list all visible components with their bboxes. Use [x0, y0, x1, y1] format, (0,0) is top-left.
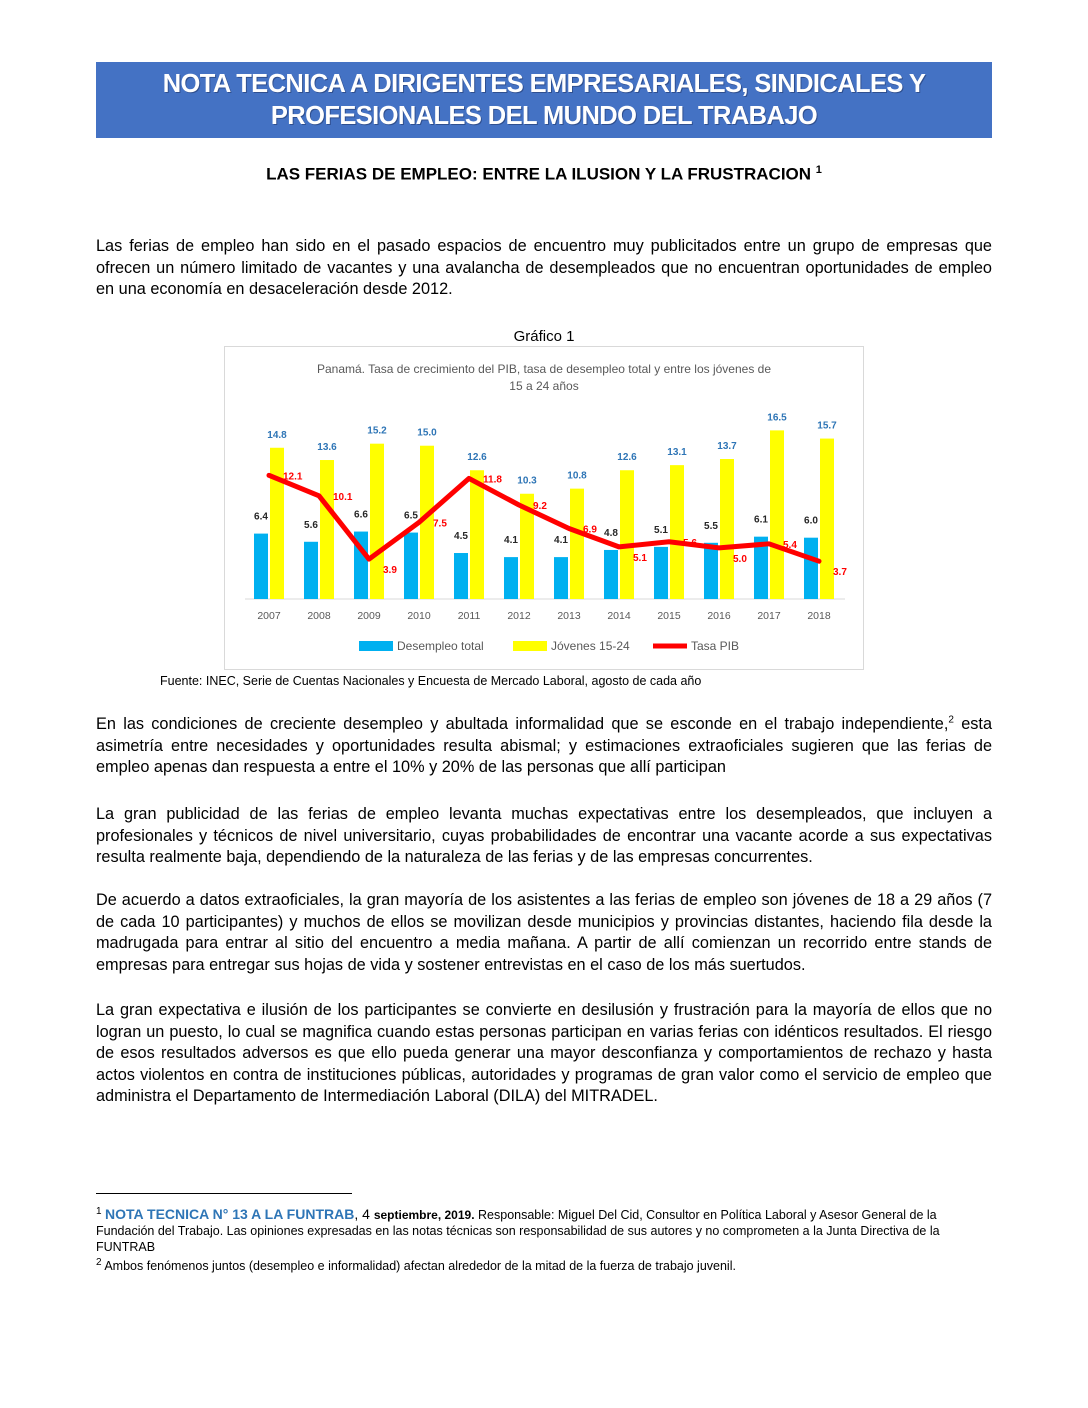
intro-paragraph: Las ferias de empleo han sido en el pasado espacios de encuentro muy publicitados entre un grupo de empresas que ofrecen un número limitado de vacantes y una avalancha de desempleados que no encuentran oportunidades de empleo en una economía en desaceleración desde 2012.	[96, 237, 992, 298]
label-pib-2011: 11.8	[483, 474, 502, 486]
label-desempleo-2018: 6.0	[804, 515, 818, 527]
footnote-2	[96, 1255, 992, 1274]
bar-desempleo-2014	[604, 550, 618, 599]
footnotes	[96, 1204, 992, 1274]
chart-title-line-2: 15 a 24 años	[509, 379, 579, 393]
label-desempleo-2007: 6.4	[254, 511, 268, 523]
legend-label-pib: Tasa PIB	[691, 639, 740, 653]
label-jovenes-2018: 15.7	[817, 420, 837, 432]
label-desempleo-2017: 6.1	[754, 514, 768, 526]
paragraph-4: La gran expectativa e ilusión de los participantes se convierte en desilusión y frustración para la mayoría de ellos que no logran un puesto, lo cual se magnifica cuando estas personas participan en varias ferias con idénticos resultados. El riesgo de esos resultados adversos es que ello pueda generar una mayor desconfianza y comportamientos de rechazo y hasta actos violentos en contra de instituciones públicas, autoridades y programas de gran valor como el servicio de empleo que administra el Departamento de Intermediación Laboral (DILA) del MITRADEL.	[96, 1001, 992, 1105]
chart-frame	[224, 346, 864, 670]
bar-desempleo-2010	[404, 533, 418, 599]
label-pib-2014: 5.1	[633, 552, 647, 564]
bar-desempleo-2011	[454, 553, 468, 599]
legend-label-jovenes: Jóvenes 15-24	[551, 639, 630, 653]
tick-label-2016: 2016	[707, 610, 731, 622]
legend-swatch-jovenes	[513, 641, 547, 651]
bar-jovenes-2014	[620, 470, 634, 599]
tick-label-2009: 2009	[357, 610, 381, 622]
bar-jovenes-2017	[770, 430, 784, 599]
bar-desempleo-2013	[554, 557, 568, 599]
footnote-1-number: 1	[96, 1206, 102, 1217]
subtitle-text: LAS FERIAS DE EMPLEO: ENTRE LA ILUSION Y LA FRUSTRACION	[266, 164, 812, 184]
label-desempleo-2009: 6.6	[354, 509, 368, 521]
document-banner	[96, 62, 992, 138]
bar-jovenes-2011	[470, 470, 484, 599]
footnote-1	[96, 1204, 992, 1255]
label-pib-2016: 5.0	[733, 553, 747, 565]
footnote-1-text: Responsable: Miguel Del Cid, Consultor en Política Laboral y Asesor General de la Fundación del Trabajo. Las opiniones expresadas en las notas técnicas son responsabilidad de sus autores y no comprometen a la Junta Directiva de la FUNTRAB	[96, 1208, 940, 1255]
label-pib-2009: 3.9	[383, 565, 397, 577]
tick-label-2007: 2007	[257, 610, 281, 622]
tick-label-2015: 2015	[657, 610, 681, 622]
label-desempleo-2008: 5.6	[304, 519, 318, 531]
bar-jovenes-2007	[270, 448, 284, 599]
label-pib-2017: 5.4	[783, 539, 797, 551]
footnote-ref-1[interactable]: 1	[815, 164, 822, 176]
label-desempleo-2015: 5.1	[654, 524, 668, 536]
footnote-2-number: 2	[96, 1257, 102, 1269]
label-jovenes-2011: 12.6	[467, 452, 487, 464]
legend-swatch-desempleo	[359, 641, 393, 651]
legend-label-desempleo: Desempleo total	[397, 639, 484, 653]
bar-jovenes-2013	[570, 489, 584, 599]
bar-jovenes-2009	[370, 444, 384, 599]
tick-label-2017: 2017	[757, 610, 781, 622]
bar-desempleo-2012	[504, 557, 518, 599]
label-desempleo-2010: 6.5	[404, 510, 418, 522]
label-pib-2013: 6.9	[583, 524, 597, 536]
footnote-2-text: Ambos fenómenos juntos (desempleo e informalidad) afectan alrededor de la mitad de la fuerza de trabajo juvenil.	[101, 1259, 736, 1274]
paragraph-1-text: En las condiciones de creciente desempleo y abultada informalidad que se esconde en el trabajo independiente,	[96, 715, 949, 733]
bar-jovenes-2015	[670, 465, 684, 599]
label-jovenes-2012: 10.3	[517, 475, 537, 487]
label-pib-2007: 12.1	[283, 471, 303, 483]
label-pib-2015: 5.6	[683, 537, 697, 549]
label-desempleo-2011: 4.5	[454, 531, 468, 543]
label-jovenes-2009: 15.2	[367, 425, 387, 437]
footnote-1-day: , 4	[354, 1206, 374, 1223]
label-pib-2010: 7.5	[433, 518, 447, 530]
tick-label-2018: 2018	[807, 610, 831, 622]
label-jovenes-2016: 13.7	[717, 441, 737, 453]
chart-title-line-1: Panamá. Tasa de crecimiento del PIB, tasa de desempleo total y entre los jóvenes de	[316, 362, 772, 376]
tick-label-2014: 2014	[607, 610, 631, 622]
tick-label-2008: 2008	[307, 610, 331, 622]
bar-jovenes-2008	[320, 460, 334, 599]
banner-line-2: PROFESIONALES DEL MUNDO DEL TRABAJO	[270, 102, 818, 130]
label-desempleo-2013: 4.1	[554, 535, 568, 547]
footnote-1-link[interactable]: NOTA TECNICA N° 13 A LA FUNTRAB	[105, 1206, 355, 1223]
label-desempleo-2014: 4.8	[604, 527, 618, 539]
paragraph-1	[96, 714, 992, 779]
bar-jovenes-2018	[820, 439, 834, 599]
graph-label: Gráfico 1	[513, 328, 575, 345]
tick-label-2011: 2011	[457, 610, 481, 622]
bar-desempleo-2016	[704, 543, 718, 599]
bar-desempleo-2007	[254, 534, 268, 599]
paragraph-2: La gran publicidad de las ferias de empleo levanta muchas expectativas entre los desempleados, que incluyen a profesionales y técnicos de nivel universitario, cuyas probabilidades de encontrar una vacante acorde a sus expectativas resulta realmente baja, dependiendo de la naturaleza de las ferias y de las empresas concurrentes.	[96, 805, 992, 866]
label-jovenes-2014: 12.6	[617, 452, 637, 464]
label-jovenes-2010: 15.0	[417, 427, 437, 439]
label-pib-2008: 10.1	[333, 491, 353, 503]
label-jovenes-2007: 14.8	[267, 429, 287, 441]
label-jovenes-2008: 13.6	[317, 442, 337, 454]
label-desempleo-2012: 4.1	[504, 535, 518, 547]
footnote-separator	[96, 1193, 352, 1194]
tick-label-2010: 2010	[407, 610, 431, 622]
bar-desempleo-2008	[304, 542, 318, 599]
tick-label-2012: 2012	[507, 610, 531, 622]
bar-desempleo-2015	[654, 547, 668, 599]
footnote-ref-2[interactable]: 2	[948, 714, 954, 726]
footnote-1-date: septiembre, 2019.	[373, 1208, 475, 1223]
chart-svg	[225, 347, 863, 669]
document-subtitle	[96, 164, 992, 185]
tick-label-2013: 2013	[557, 610, 581, 622]
chart-source: Fuente: INEC, Serie de Cuentas Nacionales y Encuesta de Mercado Laboral, agosto de cada año	[160, 674, 702, 688]
label-pib-2018: 3.7	[833, 567, 847, 579]
label-jovenes-2017: 16.5	[767, 412, 787, 424]
banner-line-1: NOTA TECNICA A DIRIGENTES EMPRESARIALES, SINDICALES Y	[162, 70, 926, 98]
label-jovenes-2015: 13.1	[667, 447, 687, 459]
paragraph-1-rest: esta asimetría entre necesidades y oportunidades resulta abismal; y estimaciones extraoficiales sugieren que las ferias de empleo apenas dan respuesta a entre el 10% y 20% de las personas que allí participan	[96, 715, 992, 776]
label-desempleo-2016: 5.5	[704, 520, 718, 532]
line-tasa-pib	[269, 475, 819, 561]
bar-desempleo-2018	[804, 538, 818, 599]
label-jovenes-2013: 10.8	[567, 470, 587, 482]
label-pib-2012: 9.2	[533, 500, 547, 512]
paragraph-3: De acuerdo a datos extraoficiales, la gran mayoría de los asistentes a las ferias de empleo son jóvenes de 18 a 29 años (7 de cada 10 participantes) y muchos de ellos se movilizan desde municipios y provincias distantes, haciendo fila desde la madrugada para entrar al sitio del encuentro a media mañana. A partir de allí comienzan un recorrido entre stands de empresas para entregar sus hojas de vida y sostener entrevistas en el caso de los más suertudos.	[96, 891, 992, 974]
bar-jovenes-2016	[720, 459, 734, 599]
